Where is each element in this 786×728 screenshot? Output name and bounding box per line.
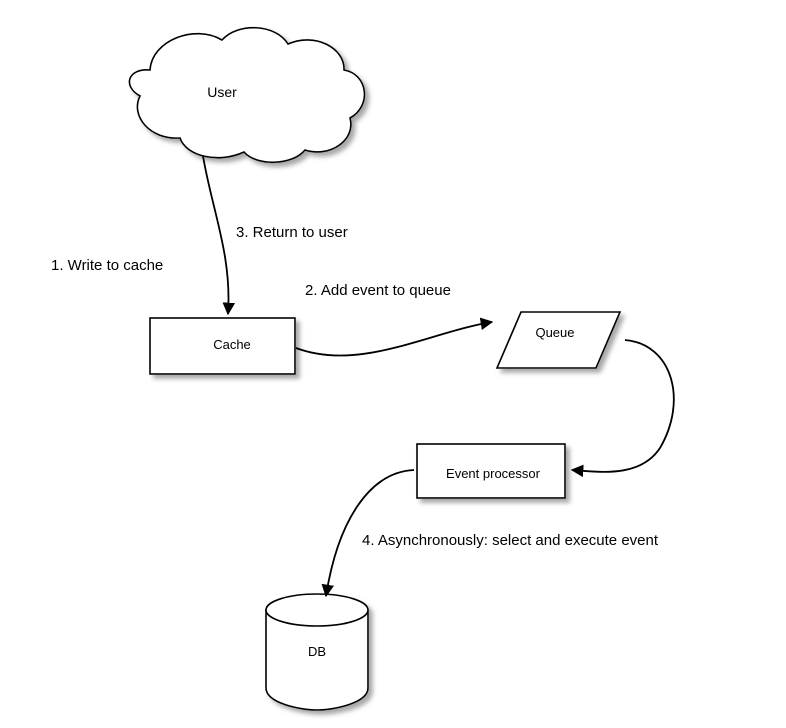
node-user[interactable] <box>129 28 364 163</box>
edge-label-async-select-execute: 4. Asynchronously: select and execute event <box>362 532 659 549</box>
edge-label-add-event-to-queue: 2. Add event to queue <box>305 282 451 299</box>
edge-user-to-cache <box>203 156 229 314</box>
node-label-event-processor: Event processor <box>446 466 540 481</box>
node-db[interactable] <box>266 594 368 710</box>
edge-label-write-to-cache: 1. Write to cache <box>51 257 164 274</box>
node-label-db: DB <box>307 644 327 659</box>
edge-cache-to-queue <box>296 322 492 356</box>
node-label-cache: Cache <box>213 337 251 352</box>
node-label-user: User <box>207 84 237 100</box>
node-queue[interactable] <box>497 312 620 368</box>
node-cache[interactable] <box>150 318 295 374</box>
node-label-queue: Queue <box>535 325 575 340</box>
node-event-processor[interactable] <box>417 444 565 498</box>
edge-label-return-to-user: 3. Return to user <box>236 224 348 241</box>
